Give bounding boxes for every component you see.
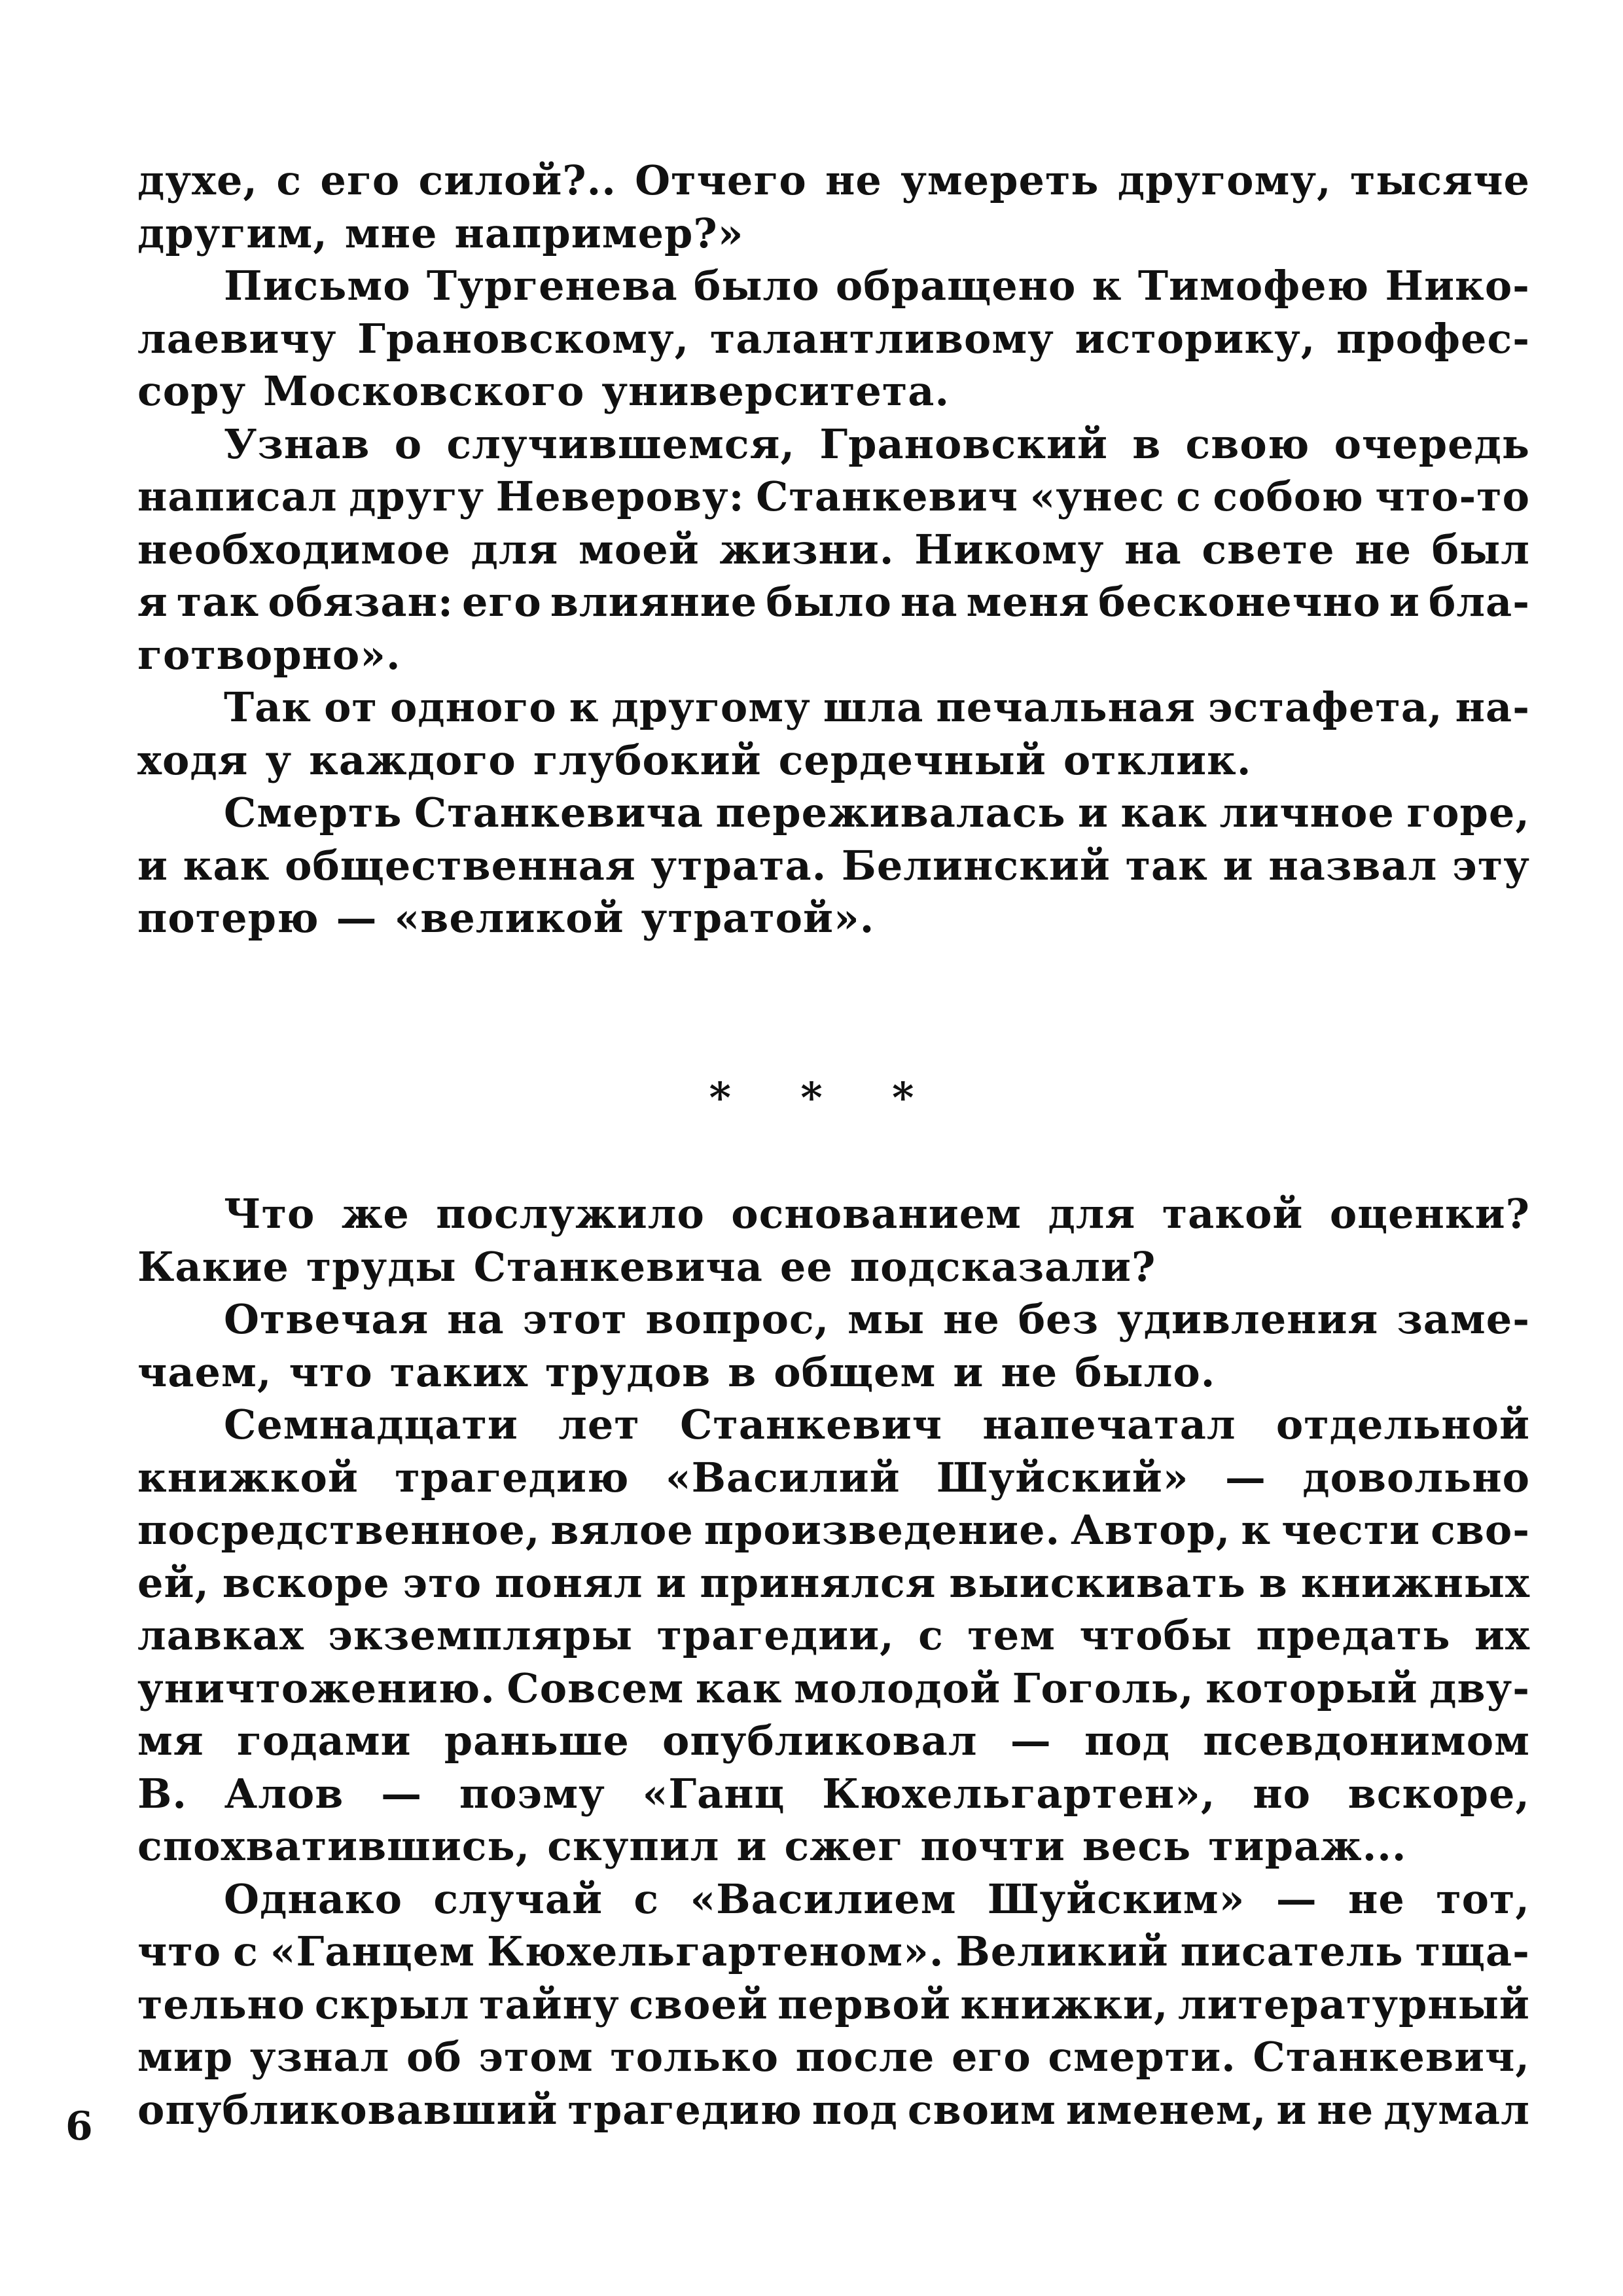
word: лавках: [137, 1611, 304, 1659]
text-line: [137, 1873, 1530, 1926]
word: свою: [1185, 420, 1310, 468]
word: —: [1010, 1717, 1052, 1765]
word: утрата.: [651, 841, 827, 889]
word: для: [471, 525, 559, 573]
word: другому,: [1117, 156, 1332, 204]
word: трагедию: [567, 2085, 802, 2134]
word: не: [825, 156, 882, 204]
word: на-: [1455, 683, 1530, 731]
word: для: [1048, 1190, 1136, 1238]
word: книжкой: [137, 1453, 359, 1501]
word: узнал: [249, 2033, 390, 2081]
word: меня: [966, 578, 1090, 626]
word: Отчего: [635, 156, 807, 204]
word: отклик.: [1063, 736, 1252, 784]
word: Шуйский»: [936, 1453, 1189, 1501]
word: с: [1176, 473, 1202, 520]
word: его: [320, 156, 401, 204]
word: ходя: [137, 736, 249, 784]
word: Автор,: [1071, 1506, 1231, 1554]
word: «Ганцем: [270, 1928, 476, 1975]
word: Однако: [224, 1874, 403, 1923]
word: как: [695, 1664, 783, 1712]
word: Кюхельгартен»,: [822, 1769, 1216, 1818]
word: мя: [137, 1717, 204, 1765]
word: «Ганц: [642, 1769, 785, 1818]
word: Отвечая: [224, 1295, 429, 1343]
word: к: [1092, 262, 1122, 310]
word: его: [951, 2033, 1031, 2081]
word: другому: [611, 683, 811, 731]
word: —: [381, 1769, 423, 1818]
word: как: [183, 841, 270, 889]
word: произведение.: [704, 1506, 1061, 1554]
text-line: [137, 207, 1530, 260]
word: тайну: [479, 1980, 620, 2028]
text-line: [137, 840, 1530, 893]
word: сору: [137, 367, 247, 415]
word: общем: [774, 1348, 936, 1396]
text-line: [137, 1662, 1530, 1715]
word: сжег: [784, 1822, 904, 1870]
word: моей: [579, 525, 700, 573]
text-line: [137, 734, 1530, 787]
word: готворно».: [137, 630, 401, 679]
word: под: [812, 2085, 898, 2134]
word: без: [1018, 1295, 1099, 1343]
word: Неверову:: [495, 473, 745, 520]
word: оценки?: [1329, 1190, 1530, 1238]
word: свете: [1202, 525, 1335, 573]
word: и: [1078, 789, 1109, 836]
text-line: [137, 524, 1530, 577]
word: к: [1241, 1506, 1272, 1554]
word: годами: [236, 1717, 412, 1765]
word: очередь: [1334, 420, 1530, 468]
text-line: [137, 1188, 1530, 1241]
word: было: [766, 578, 892, 626]
word: этом: [478, 2033, 594, 2081]
word: и: [137, 841, 168, 889]
word: Станкевич: [680, 1401, 943, 1448]
word: книжных: [1300, 1558, 1530, 1607]
word: так: [1125, 841, 1208, 889]
word: в: [728, 1348, 757, 1396]
text-line: [137, 892, 1530, 945]
word: умереть: [901, 156, 1099, 204]
word: горе,: [1406, 789, 1530, 836]
word: я: [137, 578, 168, 626]
word: не: [1317, 2085, 1374, 2134]
word: под: [1084, 1717, 1170, 1765]
word: не: [943, 1295, 1000, 1343]
word: же: [341, 1190, 410, 1238]
word: Грановскому,: [357, 314, 690, 363]
word: с: [233, 1928, 259, 1975]
word: потерю: [137, 894, 319, 942]
word: понял: [494, 1558, 643, 1607]
word: чести: [1281, 1506, 1421, 1554]
word: «Василий: [665, 1453, 901, 1501]
word: был: [1431, 525, 1530, 573]
word: историку,: [1075, 314, 1316, 363]
text-line: [137, 260, 1530, 313]
word: бла-: [1428, 578, 1530, 626]
word: личное: [1219, 789, 1395, 836]
word: с: [276, 156, 302, 204]
word: например?»: [454, 209, 744, 257]
word: в: [1258, 1558, 1288, 1607]
word: Какие: [137, 1242, 289, 1291]
word: выискивать: [949, 1558, 1246, 1607]
word: силой?..: [418, 156, 616, 204]
word: об: [406, 2033, 462, 2081]
word: было.: [1075, 1348, 1216, 1396]
word: поэму: [459, 1769, 605, 1818]
word: ей,: [137, 1558, 210, 1607]
word: принялся: [700, 1558, 936, 1607]
word: Алов: [224, 1769, 344, 1818]
word: что: [289, 1348, 373, 1396]
word: после: [795, 2033, 935, 2081]
word: отдельной: [1275, 1401, 1530, 1448]
text-line: [137, 629, 1530, 682]
word: как: [1120, 789, 1208, 836]
word: эту: [1452, 841, 1530, 889]
word: эстафета,: [1207, 683, 1443, 731]
text-line: [137, 576, 1530, 629]
word: труды: [306, 1242, 457, 1291]
text-line: [137, 1452, 1530, 1505]
word: скрыл: [314, 1980, 470, 2028]
text-line: [137, 1504, 1530, 1557]
word: Станкевича: [473, 1242, 763, 1291]
word: «Василием: [690, 1874, 957, 1923]
word: тот,: [1436, 1874, 1530, 1923]
word: и: [1389, 578, 1420, 626]
text-line: [137, 365, 1530, 418]
word: у: [265, 736, 293, 784]
word: вскоре,: [1347, 1769, 1530, 1818]
word: Станкевича: [414, 789, 704, 836]
word: Шуйским»: [987, 1874, 1245, 1923]
text-line: [137, 1557, 1530, 1610]
text-line: [137, 154, 1530, 207]
word: основанием: [731, 1190, 1022, 1238]
text-line: [137, 1399, 1530, 1452]
word: вялое: [550, 1506, 694, 1554]
section-separator: * * *: [709, 1073, 942, 1122]
word: и: [736, 1822, 768, 1870]
word: псевдонимом: [1203, 1717, 1530, 1765]
word: Белинский: [841, 841, 1111, 889]
word: Гоголь,: [1012, 1664, 1194, 1712]
word: «унес: [1029, 473, 1165, 520]
word: мне: [344, 209, 438, 257]
word: его: [461, 578, 542, 626]
word: тельно: [137, 1980, 306, 2028]
word: на: [447, 1295, 505, 1343]
text-line: [137, 787, 1530, 840]
word: к: [569, 683, 599, 731]
word: тща-: [1415, 1928, 1530, 1975]
word: жизни.: [719, 525, 895, 573]
word: шла: [823, 683, 924, 731]
word: не: [1001, 1348, 1058, 1396]
word: литературный: [1177, 1980, 1530, 2028]
word: и: [656, 1558, 687, 1607]
word: на: [900, 578, 958, 626]
word: —: [1224, 1453, 1266, 1501]
word: собою: [1213, 473, 1364, 520]
word: первой: [777, 1980, 951, 2028]
word: Письмо: [224, 262, 411, 310]
word: посредственное,: [137, 1506, 541, 1554]
word: опубликовавший: [137, 2085, 558, 2134]
word: Что: [224, 1190, 315, 1238]
word: своим: [907, 2085, 1056, 2134]
word: Узнав: [224, 420, 370, 468]
word: их: [1474, 1611, 1530, 1659]
word: духе,: [137, 156, 259, 204]
word: и: [1222, 841, 1254, 889]
word: Станкевич: [756, 473, 1019, 520]
word: назвал: [1268, 841, 1438, 889]
text-line: [137, 2084, 1530, 2137]
word: трагедии,: [656, 1611, 895, 1659]
text-line: [137, 313, 1530, 366]
word: Тургенева: [426, 262, 678, 310]
word: обращено: [835, 262, 1077, 310]
word: с: [633, 1874, 660, 1923]
word: случай: [433, 1874, 603, 1923]
word: —: [336, 894, 378, 942]
word: что: [137, 1928, 222, 1975]
word: опубликовал: [662, 1717, 978, 1765]
word: который: [1205, 1664, 1418, 1712]
word: заме-: [1397, 1295, 1530, 1343]
word: смерти.: [1048, 2033, 1236, 2081]
word: в: [1132, 420, 1162, 468]
word: ее: [779, 1242, 833, 1291]
word: чаем,: [137, 1348, 272, 1396]
word: утратой».: [641, 894, 875, 942]
word: своей: [629, 1980, 768, 2028]
word: тем: [967, 1611, 1056, 1659]
word: молодой: [794, 1664, 1001, 1712]
word: печальная: [936, 683, 1196, 731]
word: написал: [137, 473, 338, 520]
word: раньше: [444, 1717, 630, 1765]
word: другим,: [137, 209, 328, 257]
word: необходимое: [137, 525, 451, 573]
word: тысяче: [1349, 156, 1530, 204]
word: не: [1348, 1874, 1405, 1923]
word: случившемся,: [446, 420, 796, 468]
word: дву-: [1429, 1664, 1530, 1712]
word: мы: [847, 1295, 925, 1343]
word: Так: [224, 683, 312, 731]
word: от: [324, 683, 378, 731]
word: но: [1253, 1769, 1311, 1818]
word: каждого: [309, 736, 516, 784]
text-line: [137, 1979, 1530, 2032]
word: лаевичу: [137, 314, 337, 363]
word: уничтожению.: [137, 1664, 495, 1712]
word: —: [1275, 1874, 1317, 1923]
word: Смерть: [224, 789, 402, 836]
word: тираж...: [1208, 1822, 1407, 1870]
word: что-то: [1375, 473, 1530, 520]
word: книжки,: [960, 1980, 1169, 2028]
word: Тимофею: [1137, 262, 1370, 310]
word: скупил: [547, 1822, 720, 1870]
word: удивления: [1116, 1295, 1379, 1343]
word: такой: [1162, 1190, 1304, 1238]
word: не: [1355, 525, 1412, 573]
word: университета.: [601, 367, 950, 415]
word: с: [918, 1611, 944, 1659]
word: думал: [1383, 2085, 1530, 2134]
text-line: [137, 681, 1530, 734]
word: подсказали?: [849, 1242, 1156, 1291]
word: переживалась: [715, 789, 1066, 836]
word: писатель: [1180, 1928, 1404, 1975]
word: и: [953, 1348, 984, 1396]
text-line: [137, 1241, 1530, 1294]
word: влияние: [550, 578, 758, 626]
word: напечатал: [982, 1401, 1236, 1448]
word: трагедию: [395, 1453, 630, 1501]
word: одного: [389, 683, 557, 731]
word: экземпляры: [328, 1611, 633, 1659]
word: вскоре: [222, 1558, 390, 1607]
word: только: [610, 2033, 779, 2081]
text-block-bottom: [137, 1188, 1530, 2136]
text-line: [137, 1346, 1530, 1399]
word: вопрос,: [645, 1295, 830, 1343]
word: бесконечно: [1098, 578, 1381, 626]
word: таких: [389, 1348, 528, 1396]
page-number: 6: [65, 2104, 93, 2149]
word: «великой: [394, 894, 624, 942]
text-line: [137, 1926, 1530, 1979]
word: В.: [137, 1769, 187, 1818]
word: этот: [522, 1295, 628, 1343]
text-line: [137, 1715, 1530, 1768]
word: талантливому: [709, 314, 1054, 363]
word: Никому: [914, 525, 1105, 573]
word: было: [693, 262, 820, 310]
word: о: [394, 420, 423, 468]
word: глубокий: [533, 736, 762, 784]
word: спохватившись,: [137, 1822, 531, 1870]
word: Станкевич,: [1253, 2033, 1530, 2081]
text-line: [137, 1293, 1530, 1346]
word: Великий: [955, 1928, 1169, 1975]
word: и: [1276, 2085, 1308, 2134]
text-line: [137, 1820, 1530, 1873]
text-line: [137, 1609, 1530, 1662]
word: сердечный: [778, 736, 1046, 784]
text-line: [137, 1768, 1530, 1821]
word: послужило: [436, 1190, 705, 1238]
word: чтобы: [1079, 1611, 1233, 1659]
word: почти: [920, 1822, 1065, 1870]
word: это: [402, 1558, 482, 1607]
word: на: [1124, 525, 1182, 573]
word: трудов: [544, 1348, 711, 1396]
text-line: [137, 471, 1530, 524]
word: так: [176, 578, 260, 626]
word: профес-: [1336, 314, 1530, 363]
word: Семнадцати: [224, 1401, 518, 1448]
word: сво-: [1431, 1506, 1530, 1554]
word: довольно: [1302, 1453, 1530, 1501]
word: предать: [1256, 1611, 1451, 1659]
word: Кюхельгартеном».: [486, 1928, 944, 1975]
word: Совсем: [507, 1664, 685, 1712]
word: Грановский: [819, 420, 1108, 468]
word: обязан:: [268, 578, 454, 626]
word: другу: [349, 473, 485, 520]
word: Московского: [263, 367, 585, 415]
text-line: [137, 418, 1530, 471]
word: мир: [137, 2033, 234, 2081]
word: общественная: [285, 841, 636, 889]
word: Нико-: [1385, 262, 1530, 310]
word: лет: [558, 1401, 640, 1448]
word: весь: [1082, 1822, 1192, 1870]
word: именем,: [1065, 2085, 1267, 2134]
text-block-top: [137, 154, 1530, 945]
text-line: [137, 2031, 1530, 2084]
